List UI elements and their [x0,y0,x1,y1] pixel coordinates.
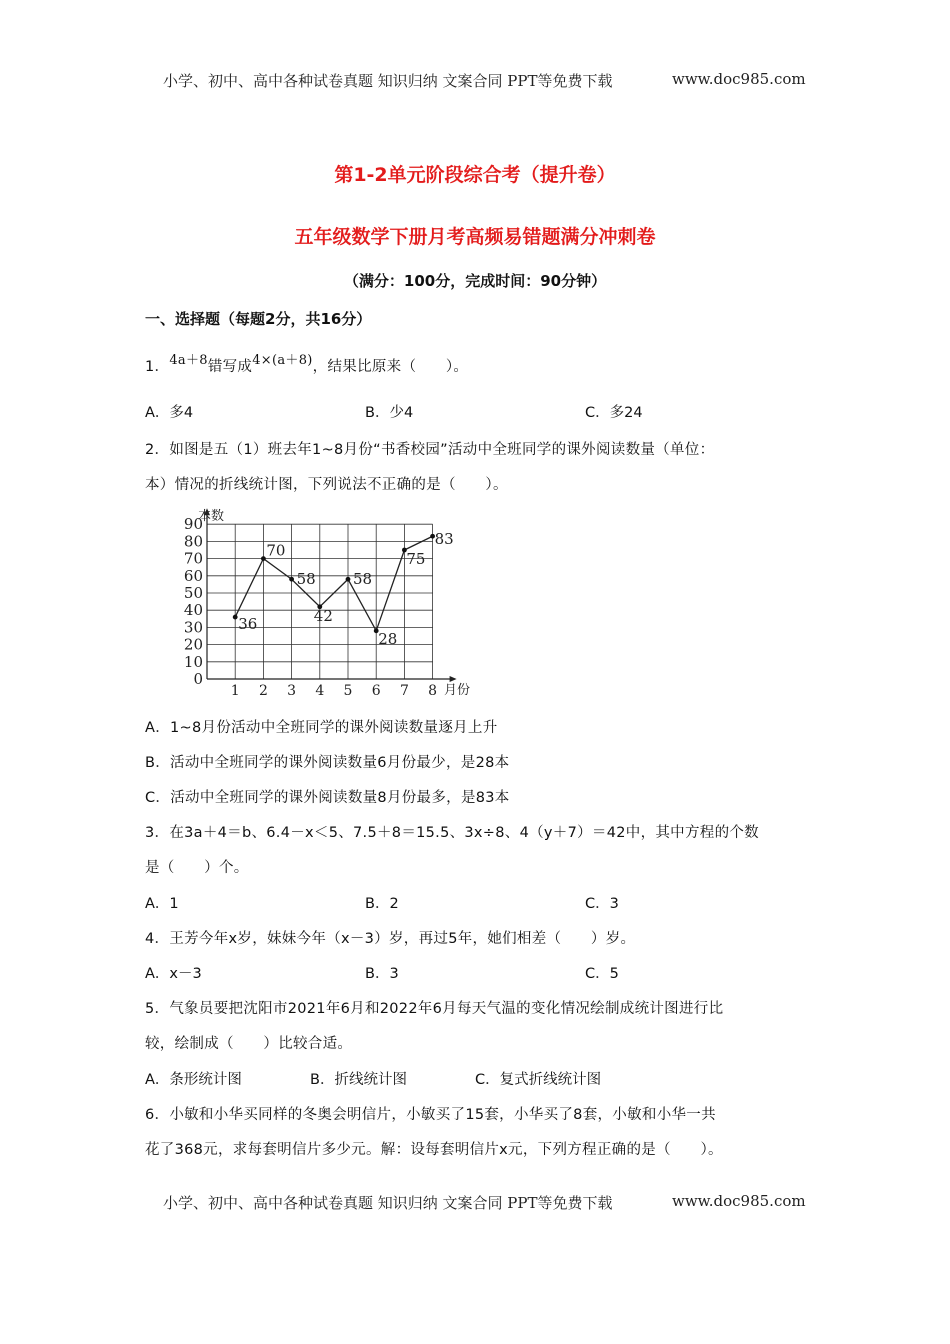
y-tick-label: 0 [193,670,203,688]
q3-option-c: C．3 [585,896,619,912]
data-point [233,615,238,620]
q5-option-b: B．折线统计图 [310,1072,407,1088]
question-6-line-2: 花了368元，求每套明信片多少元。解：设每套明信片x元，下列方程正确的是（ ）。 [145,1142,723,1158]
x-tick-label: 8 [428,683,438,699]
x-tick-label: 5 [343,683,353,699]
data-labels [238,530,453,648]
y-tick-label: 80 [183,532,203,551]
question-1 [145,355,468,376]
y-tick-label: 10 [183,652,203,671]
q1-num: 1． [145,359,170,375]
question-2-line-2: 本）情况的折线统计图，下列说法不正确的是（ ）。 [145,477,508,493]
data-label: 28 [378,629,398,648]
chart-grid [207,524,433,679]
x-axis-label: 月份 [444,683,471,698]
x-tick-label: 2 [258,683,268,699]
page-title: 第1-2单元阶段综合考（提升卷） [334,164,616,186]
y-tick-label: 30 [183,618,203,637]
q1-option-b: B．少4 [365,405,414,421]
x-tick-labels [231,683,437,699]
data-label: 58 [296,570,316,589]
q3-option-b: B．2 [365,896,399,912]
question-3-line-1: 3．在3a＋4＝b、6.4－x＜5、7.5＋8＝15.5、3x÷8、4（y＋7）＝42中，其中方程的个数 [145,825,759,841]
y-tick-label: 90 [183,515,203,534]
exam-meta: （满分：100分，完成时间：90分钟） [343,272,607,290]
footer-text: 小学、初中、高中各种试卷真题 知识归纳 文案合同 PPT等免费下载 [163,1194,613,1212]
x-tick-label: 3 [287,683,297,699]
y-tick-label: 20 [183,635,203,654]
q1-mid: 错写成 [207,359,253,375]
x-tick-label: 1 [230,683,240,699]
section-heading: 一、选择题（每题2分，共16分） [145,310,372,328]
page-subtitle: 五年级数学下册月考高频易错题满分冲刺卷 [294,226,656,248]
y-axis-label: 本数 [198,509,225,524]
question-6-line-1: 6．小敏和小华买同样的冬奥会明信片，小敏买了15套，小华买了8套，小敏和小华一共 [145,1107,716,1123]
question-4: 4．王芳今年x岁，妹妹今年（x－3）岁，再过5年，她们相差（ ）岁。 [145,931,636,947]
data-label: 58 [353,570,373,589]
y-tick-label: 60 [183,566,203,585]
data-label: 75 [406,550,426,568]
question-5-line-2: 较，绘制成（ ）比较合适。 [145,1036,353,1052]
y-tick-label: 40 [183,601,203,620]
y-tick-label: 70 [183,549,203,568]
x-axis-arrow [450,676,457,682]
data-label: 70 [266,541,286,560]
footer-site: www.doc985.com [672,1192,806,1210]
data-label: 36 [238,615,258,634]
question-3-line-2: 是（ ）个。 [145,860,249,876]
q2-option-c: C．活动中全班同学的课外阅读数量8月份最多，是83本 [145,790,510,806]
header-text: 小学、初中、高中各种试卷真题 知识归纳 文案合同 PPT等免费下载 [163,72,613,90]
y-tick-label: 50 [183,584,203,602]
q5-option-c: C．复式折线统计图 [475,1072,602,1088]
data-point [261,556,266,561]
reading-line-chart [168,503,488,703]
question-2-line-1: 2．如图是五（1）班去年1~8月份“书香校园”活动中全班同学的课外阅读数量（单位： [145,442,715,458]
x-tick-label: 4 [315,683,325,699]
q4-option-a: A．x－3 [145,966,202,982]
x-tick-label: 7 [399,683,409,699]
q2-option-a: A．1~8月份活动中全班同学的课外阅读数量逐月上升 [145,720,498,736]
y-tick-labels [184,515,203,688]
q3-option-a: A．1 [145,896,179,912]
q1-expr-original: 4a＋8 [169,353,208,368]
q1-tail: ，结果比原来（ ）。 [312,359,469,375]
data-point [346,577,351,582]
q1-option-a: A．多4 [145,405,194,421]
header-site: www.doc985.com [672,70,806,88]
q1-option-c: C．多24 [585,405,643,421]
question-5-line-1: 5．气象员要把沈阳市2021年6月和2022年6月每天气温的变化情况绘制成统计图进行比 [145,1001,724,1017]
q2-option-b: B．活动中全班同学的课外阅读数量6月份最少，是28本 [145,755,510,771]
data-label: 42 [313,606,333,625]
q4-option-c: C．5 [585,966,619,982]
q5-option-a: A．条形统计图 [145,1072,242,1088]
q4-option-b: B．3 [365,966,399,982]
chart-axes [204,508,457,682]
x-tick-label: 6 [371,683,381,699]
q1-expr-wrong: 4×(a＋8) [252,353,313,368]
data-label: 83 [434,530,454,549]
data-point [289,577,294,582]
